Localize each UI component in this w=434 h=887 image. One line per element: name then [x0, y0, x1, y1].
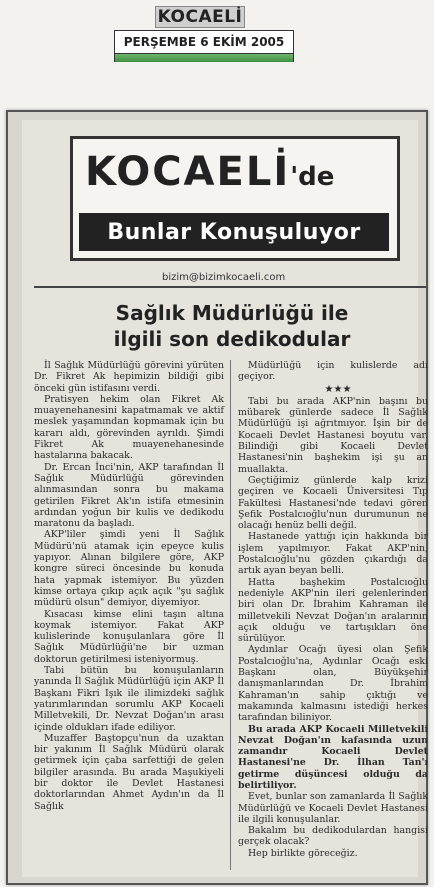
article-paragraph: Kısacası kimse elini taşın altına koymak istemiyor. Fakat AKP kulislerinde konuşulanlara göre İl Sağlık Müdürlüğü'ne bir uzman doktorun getirilmesi isteniyormuş.	[34, 608, 224, 665]
article-paragraph: Bakalım bu dedikodulardan hangisi gerçek olacak?	[238, 825, 428, 848]
clipping-page	[22, 120, 428, 877]
column-title-suffix: 'de	[290, 162, 335, 192]
newspaper-clipping	[6, 110, 428, 885]
column-header	[70, 136, 400, 261]
section-separator-stars: ★★★	[324, 383, 352, 395]
article-paragraph: Tabi bu arada AKP'nin başını bu mübarek günlerde sadece İl Sağlık Müdürlüğü işi ağrıtmıyor. İşin bir de Kocaeli Devlet Hastanesi boyutu var. Bilindiği gibi Kocaeli Devlet Hastanesi'nin başhekim işi şu an muallakta.	[238, 395, 428, 475]
article-paragraph: İl Sağlık Müdürlüğü görevini yürüten Dr. Fikret Ak hepimizin bildiği gibi önceki gün istifasını verdi.	[34, 360, 224, 394]
green-rule	[114, 54, 294, 62]
divider-rule	[34, 286, 426, 288]
article-paragraph: Geçtiğimiz günlerde kalp krizi geçiren ve Kocaeli Üniversitesi Tıp Fakültesi Hastanesi'nde tedavi gören Şefik Postalcıoğlu'nun durumunun ne olacağı henüz belli değil.	[238, 474, 428, 532]
dateline: PERŞEMBE 6 EKİM 2005	[114, 30, 294, 54]
article-paragraph: Bu arada AKP Kocaeli Milletvekili Nevzat Doğan'ın kafasında uzun zamandır Kocaeli Devlet Hastanesi'ne Dr. İlhan Tan'ı getirme düşüncesi olduğu da belirtiliyor.	[238, 723, 428, 791]
article-paragraph: Aydınlar Ocağı üyesi olan Şefik Postalcıoğlu'na, Aydınlar Ocağı eski Başkanı olan, Büyükşehir danışmanlarından Dr. İbrahim Kahraman'ın sahip çıktığı ve makamında kalmasını istediği herkes tarafından biliniyor.	[238, 644, 428, 724]
article-body	[34, 360, 428, 880]
article-paragraph: Muzaffer Baştopçu'nun da uzaktan bir yakınım İl Sağlık Müdürü olarak getirmek için çaba sarfettiği de gelen bilgiler arasında. Bu arada Maşukiyeli bir doktor ile Devlet Hastanesi doktorlarından Ahmet Aydın'ın da İl Sağlık	[34, 732, 224, 812]
article-paragraph: Dr. Ercan İnci'nin, AKP tarafından İl Sağlık Müdürlüğü görevinden alınmasından sonra bu makama getirilen Fikret Ak'ın istifa etmesinin ardından yoğun bir kulis ve dedikodu maratonu da başladı.	[34, 461, 224, 530]
article-paragraph: Tabi bütün bu konuşulanların yanında İl Sağlık Müdürlüğü için AKP İl Başkanı Fikri Işık ile ilimizdeki sağlık yatırımlarından sorumlu AKP Kocaeli Milletvekili, Dr. Nevzat Doğan'ın arası içinde oldukları ifade ediliyor.	[34, 665, 224, 733]
column-title-main: KOCAELİ	[85, 149, 291, 195]
column-subtitle: Bunlar Konuşuluyor	[79, 213, 389, 251]
author-email: bizim@bizimkocaeli.com	[162, 272, 286, 283]
article-paragraph: Evet, bunlar son zamanlarda İl Sağlık Müdürlüğü ve Kocaeli Devlet Hastanesi ile ilgili konuşulanlar.	[238, 791, 428, 825]
masthead-title: KOCAELİ	[157, 7, 243, 27]
newspaper-masthead	[155, 6, 245, 28]
headline-line-1: Sağlık Müdürlüğü ile	[115, 301, 349, 325]
article-paragraph: Pratisyen hekim olan Fikret Ak muayenehanesini kapatmamak ve aktif meslek yaşamından kopmamak için bu kararı aldı, görevinden ayrıldı. Şimdi Fikret Ak muayenehanesinde hastalarına bakacak.	[34, 393, 224, 462]
article-paragraph: Müdürlüğü için kulislerde adı geçiyor.	[238, 360, 428, 383]
headline-line-2: ilgili son dedikodular	[113, 327, 351, 351]
column-divider	[230, 360, 231, 870]
article-paragraph: AKP'liler şimdi yeni İl Sağlık Müdürü'nü atamak için epeyce kulis yapıyor. Alınan bilgilere göre, AKP kongre süreci öncesinde bu konuda hata yapmak istemiyor. Bu yüzden kimse ortaya çıkıp açık açık "şu sağlık müdürü olsun" demiyor, diyemiyor.	[34, 529, 224, 609]
article-paragraph: Hatta başhekim Postalcıoğlu nedeniyle AKP'nin ileri gelenlerinden biri olan Dr. İbrahim Kahraman ile milletvekili Nevzat Doğan'ın aralarının açık olduğu ve tartışıkları öne sürülüyor.	[238, 576, 428, 645]
column-title	[85, 149, 334, 195]
right-column	[238, 360, 428, 859]
article-paragraph: Hep birlikte göreceğiz.	[248, 847, 358, 859]
left-column	[34, 360, 224, 812]
article-paragraph: Hastanede yattığı için hakkında bir işlem yapılmıyor. Fakat AKP'nin, Postalcıoğlu'nu gözden çıkardığı da artık ayan beyan belli.	[238, 531, 428, 577]
article-headline	[62, 300, 402, 352]
